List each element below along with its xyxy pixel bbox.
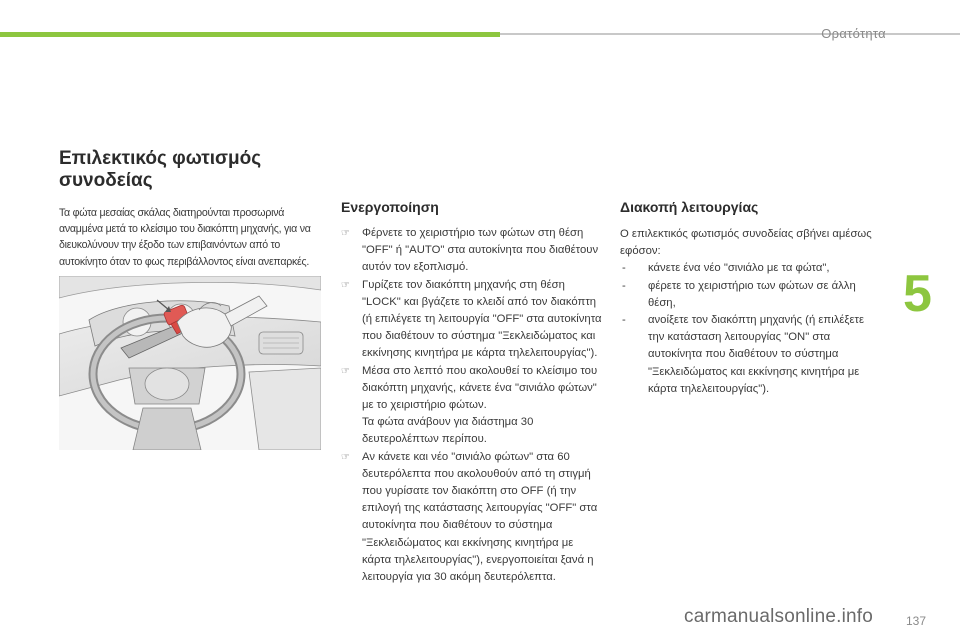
step-text: Μέσα στο λεπτό που ακολουθεί το κλείσιμο του διακόπτη μηχανής, κάνετε ένα "σινιάλο φώτων" με το χειριστήριο φώτων. xyxy=(362,364,598,412)
activation-section xyxy=(341,198,603,586)
title-line-1: Επιλεκτικός φωτισμός xyxy=(59,148,262,169)
list-item xyxy=(620,260,882,277)
step-text: Γυρίζετε τον διακόπτη μηχανής στη θέση "LOCK" και βγάζετε το κλειδί από τον διακόπτη (ή επιλέγετε τη λειτουργία "OFF" στα αυτοκίνητα που διαθέτουν το σύστημα "Ξεκλειδώματος και εκκίνησης κινητήρα με κάρτα τηλελειτουργίας"). xyxy=(362,278,602,360)
deactivation-heading: Διακοπή λειτουργίας xyxy=(620,199,759,215)
activation-steps xyxy=(341,225,603,586)
pointing-hand-icon: ☞ xyxy=(341,365,350,377)
title-line-2: συνοδείας xyxy=(59,170,153,191)
item-text: φέρετε το χειριστήριο των φώτων σε άλλη θέση, xyxy=(648,279,856,309)
list-item xyxy=(341,363,603,449)
pointing-hand-icon: ☞ xyxy=(341,451,350,463)
deactivation-section xyxy=(620,198,882,398)
dash-marker: - xyxy=(622,314,626,327)
list-item xyxy=(620,312,882,398)
item-text: ανοίξετε τον διακόπτη μηχανής (ή επιλέξετε την κατάσταση λειτουργίας "ON" στα αυτοκίνητα που διαθέτουν το σύστημα "Ξεκλειδώματος και εκκίνησης κινητήρα με κάρτα τηλελειτουργίας"). xyxy=(648,314,864,395)
header-rule xyxy=(500,33,960,35)
step-note: Τα φώτα ανάβουν για διάστημα 30 δευτερολέπτων περίπου. xyxy=(362,416,534,446)
deactivation-intro: Ο επιλεκτικός φωτισμός συνοδείας σβήνει αμέσως εφόσον: xyxy=(620,228,872,258)
list-item xyxy=(620,278,882,312)
illustration-svg xyxy=(59,276,321,450)
page-title xyxy=(59,148,321,192)
list-item xyxy=(341,449,603,587)
list-item xyxy=(341,225,603,277)
page-number: 137 xyxy=(906,614,927,628)
dash-marker: - xyxy=(622,279,626,292)
list-item xyxy=(341,277,603,363)
deactivation-list xyxy=(620,260,882,398)
steering-column-lighting-stalk-illustration xyxy=(59,276,321,450)
chapter-number: 5 xyxy=(903,265,932,323)
pointing-hand-icon: ☞ xyxy=(341,279,350,291)
step-text: Αν κάνετε και νέο "σινιάλο φώτων" στα 60 δευτερόλεπτα που ακολουθούν από τη στιγμή που γυρίσατε τον διακόπτη στο OFF (ή την επιλογή της κατάστασης λειτουργίας "OFF" στα αυτοκίνητα που διαθέτουν το σύστημα "Ξεκλειδώματος και εκκίνησης κινητήρα με κάρτα τηλελειτουργίας"), ενεργοποιείται ξανά η λειτουργία για 30 ακόμη δευτερόλεπτα. xyxy=(362,450,598,584)
intro-paragraph: Τα φώτα μεσαίας σκάλας διατηρούνται προσωρινά αναμμένα μετά το κλείσιμο του διακόπτη μηχανής, για να διευκολύνουν την έξοδο των επιβαινόντων από το αυτοκίνητο όταν το φως περιβάλλοντος είναι ανεπαρκές. xyxy=(59,207,311,268)
pointing-hand-icon: ☞ xyxy=(341,228,350,239)
intro-column xyxy=(59,148,321,270)
step-text: Φέρνετε το χειριστήριο των φώτων στη θέση "OFF" ή "AUTO" στα αυτοκίνητα που διαθέτουν αυτόν τον εξοπλισμό. xyxy=(362,227,599,274)
watermark: carmanualsonline.info xyxy=(684,606,874,627)
header-accent-bar xyxy=(0,32,500,37)
section-name: Ορατότητα xyxy=(821,26,886,41)
item-text: κάνετε ένα νέο "σινιάλο με τα φώτα", xyxy=(648,262,830,275)
activation-heading: Ενεργοποίηση xyxy=(341,199,439,215)
dash-marker: - xyxy=(622,262,626,275)
